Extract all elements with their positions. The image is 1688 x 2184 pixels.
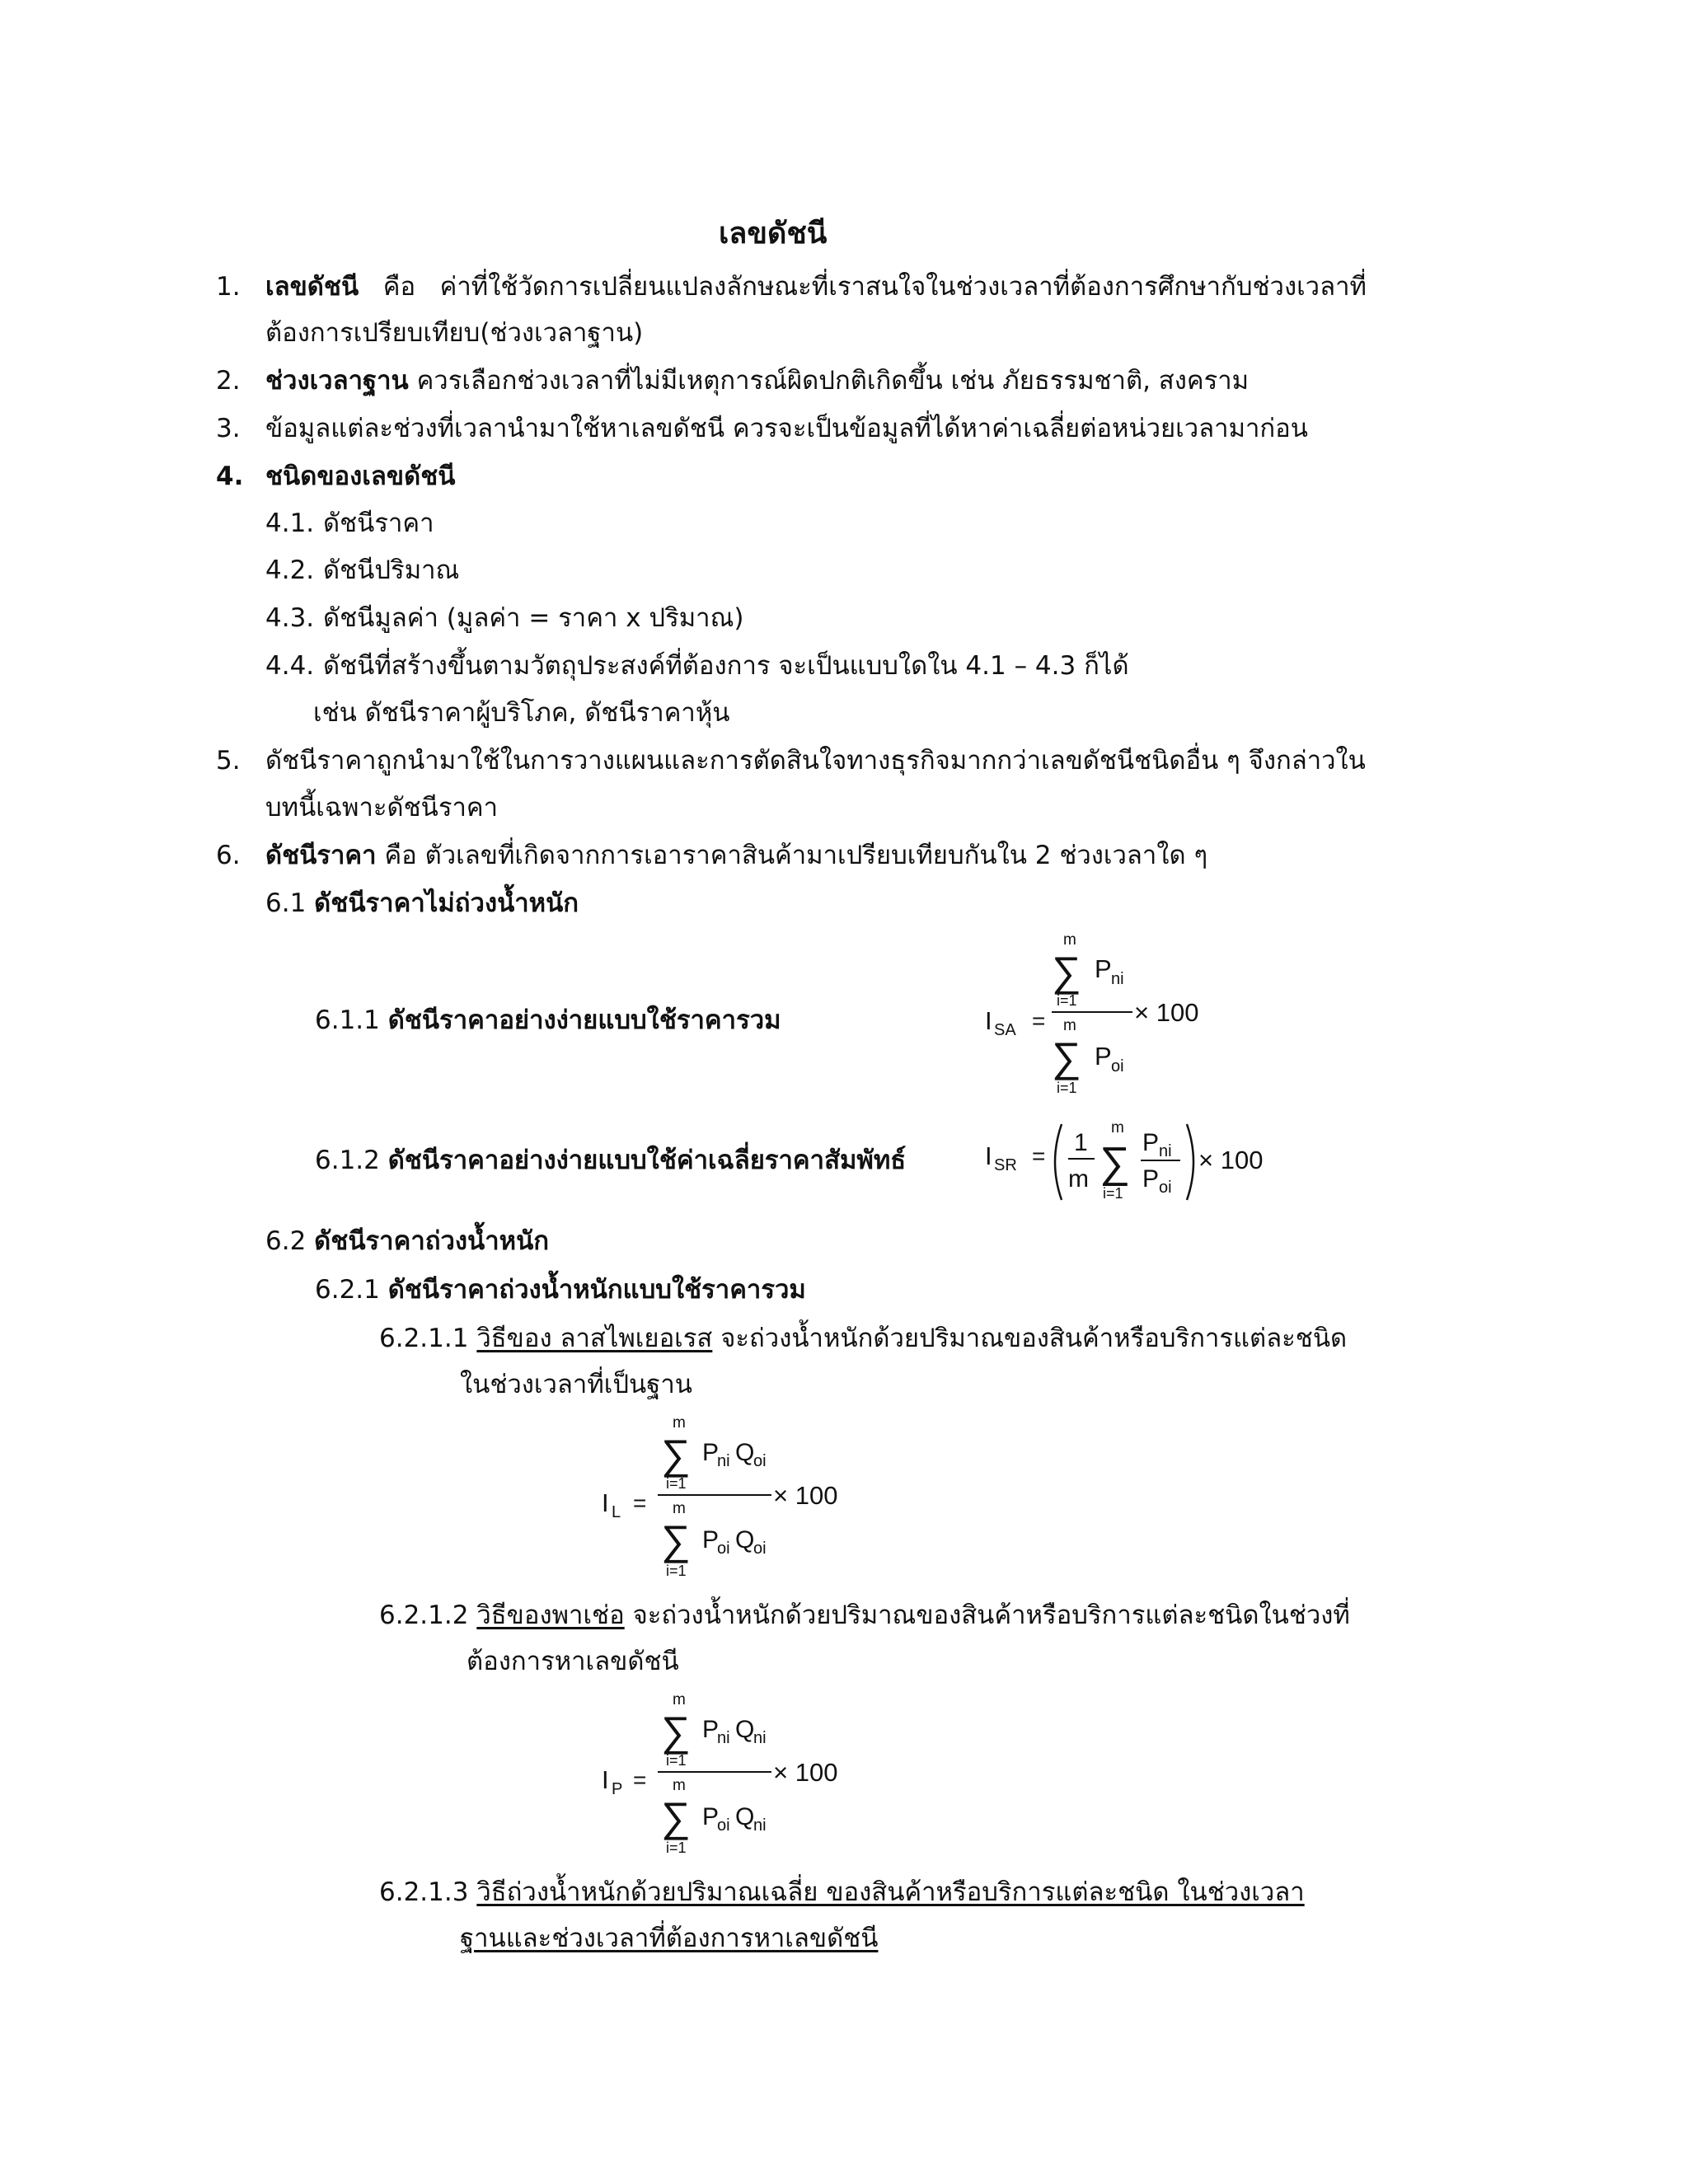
section-6-1-2-number: 6.1.2 (315, 1146, 380, 1175)
ip-num-p: P (702, 1716, 720, 1743)
section-6-1-heading (265, 887, 579, 920)
isr-num-var: P (1142, 1129, 1160, 1156)
page-title: เลขดัชนี (719, 217, 828, 251)
isr-sum-bottom: i=1 (1103, 1185, 1123, 1202)
isa-den-var: P (1095, 1042, 1112, 1071)
il-lhs: I (602, 1488, 609, 1517)
section-6-2-1-1-line2: ในช่วงเวลาที่เป็นฐาน (460, 1370, 692, 1399)
section-6-2-1-2-method: วิธีของพาเช่อ (476, 1601, 625, 1630)
formula-isa (981, 930, 1228, 1111)
il-den-q: Q (735, 1526, 755, 1554)
isa-num-sigma-icon: ∑ (1052, 949, 1081, 995)
ip-equals: = (633, 1767, 647, 1793)
item-4-2-text: ดัชนีปริมาณ (323, 555, 460, 585)
item-6-number: 6. (216, 841, 241, 870)
isr-right-paren (1187, 1124, 1193, 1200)
isa-lhs: I (985, 1006, 992, 1035)
item-1-line1 (265, 270, 1367, 303)
ip-den-p: P (702, 1803, 720, 1830)
isa-den-sigma-icon: ∑ (1052, 1034, 1081, 1080)
ip-lhs-sub: P (612, 1780, 623, 1798)
item-2-text: ควรเลือกช่วงเวลาที่ไม่มีเหตุการณ์ผิดปกติเกิดขึ้น เช่น ภัยธรรมชาติ, สงคราม (416, 366, 1250, 396)
isa-lhs-sub: SA (994, 1021, 1016, 1039)
isr-one: 1 (1074, 1129, 1088, 1156)
item-2-number: 2. (216, 366, 241, 396)
isr-m: m (1068, 1165, 1089, 1193)
section-6-1-2-heading (315, 1144, 906, 1177)
ip-num-sum-top: m (673, 1691, 686, 1708)
il-num-sigma-icon: ∑ (661, 1432, 691, 1478)
isr-sigma-icon: ∑ (1100, 1139, 1131, 1187)
item-4-4-text: ดัชนีที่สร้างขึ้นตามวัตถุประสงค์ที่ต้องการ จะเป็นแบบใดใน 4.1 – 4.3 ก็ได้ (323, 651, 1129, 681)
il-num-sum-top: m (673, 1414, 686, 1432)
isa-equals: = (1032, 1008, 1046, 1033)
item-6-line (265, 839, 1207, 872)
item-5-number: 5. (216, 746, 241, 776)
section-6-2-1-1-number: 6.2.1.1 (379, 1324, 469, 1353)
section-6-2-1-2-number: 6.2.1.2 (379, 1601, 469, 1630)
item-1-number: 1. (216, 272, 241, 302)
ip-times-100: × 100 (773, 1758, 838, 1787)
formula-isr (981, 1113, 1278, 1220)
isa-num-sum-bottom: i=1 (1057, 992, 1077, 1009)
isa-den-sum-top: m (1063, 1017, 1076, 1034)
item-4-3-number: 4.3. (265, 603, 315, 633)
isr-lhs-sub: SR (994, 1156, 1017, 1174)
il-equals: = (633, 1490, 647, 1516)
ip-den-sum-top: m (673, 1777, 686, 1794)
item-4-2-number: 4.2. (265, 555, 315, 585)
il-num-q: Q (735, 1439, 755, 1466)
il-num-sum-bottom: i=1 (666, 1475, 687, 1492)
section-6-2-heading (265, 1225, 549, 1258)
item-4-4-number: 4.4. (265, 651, 315, 681)
ip-num-q-sub: ni (753, 1729, 767, 1747)
item-4-3-text: ดัชนีมูลค่า (มูลค่า = ราคา x ปริมาณ) (323, 603, 744, 633)
isr-sum-top: m (1111, 1119, 1124, 1137)
item-5-line1: ดัชนีราคาถูกนำมาใช้ในการวางแผนและการตัดสินใจทางธุรกิจมากกว่าเลขดัชนีชนิดอื่น ๆ จึงกล่าวใน (265, 746, 1366, 776)
section-6-2-1-3-line2: ฐานและช่วงเวลาที่ต้องการหาเลขดัชนี (460, 1924, 879, 1953)
il-den-sum-top: m (673, 1500, 686, 1517)
il-num-p-sub: ni (717, 1452, 730, 1470)
item-2-line (265, 364, 1249, 397)
item-3-number: 3. (216, 414, 241, 443)
isa-num-var: P (1095, 954, 1112, 983)
ip-den-p-sub: oi (717, 1816, 730, 1835)
il-num-p: P (702, 1439, 720, 1466)
section-6-1-1-number: 6.1.1 (315, 1005, 380, 1035)
isr-equals: = (1032, 1143, 1046, 1169)
section-6-1-number: 6.1 (265, 888, 307, 918)
isr-den-var: P (1142, 1165, 1160, 1193)
ip-num-sum-bottom: i=1 (666, 1752, 687, 1769)
section-6-1-1-heading (315, 1004, 781, 1037)
isr-num-sub: ni (1159, 1142, 1172, 1160)
item-2-term: ช่วงเวลาฐาน (265, 366, 409, 396)
ip-lhs: I (602, 1765, 609, 1794)
item-3-text: ข้อมูลแต่ละช่วงที่เวลานำมาใช้หาเลขดัชนี ควรจะเป็นข้อมูลที่ได้หาค่าเฉลี่ยต่อหน่วยเวลามาก่อน (265, 414, 1308, 443)
isr-times-100: × 100 (1198, 1146, 1264, 1174)
section-6-2-1-1-line1 (379, 1322, 1347, 1355)
il-den-p: P (702, 1526, 720, 1554)
il-num-q-sub: oi (753, 1452, 767, 1470)
isa-den-sub: oi (1111, 1057, 1124, 1076)
isr-left-paren (1055, 1124, 1062, 1200)
section-6-2-1-title: ดัชนีราคาถ่วงน้ำหนักแบบใช้ราคารวม (387, 1275, 806, 1305)
ip-den-sigma-icon: ∑ (661, 1794, 691, 1840)
ip-den-sum-bottom: i=1 (666, 1840, 687, 1856)
il-den-q-sub: oi (753, 1540, 767, 1558)
ip-num-q: Q (735, 1716, 755, 1743)
section-6-2-1-2-text: จะถ่วงน้ำหนักด้วยปริมาณของสินค้าหรือบริการแต่ละชนิดในช่วงที่ (632, 1601, 1350, 1630)
ip-den-q-sub: ni (753, 1816, 767, 1835)
il-times-100: × 100 (773, 1481, 838, 1510)
section-6-2-1-3-line1 (379, 1876, 1305, 1909)
section-6-2-1-2-line2: ต้องการหาเลขดัชนี (467, 1647, 679, 1676)
section-6-2-1-3-number: 6.2.1.3 (379, 1877, 469, 1907)
item-1-sep: คือ (382, 272, 416, 302)
isa-num-sub: ni (1111, 970, 1124, 988)
item-6-text: คือ ตัวเลขที่เกิดจากการเอาราคาสินค้ามาเปรียบเทียบกันใน 2 ช่วงเวลาใด ๆ (384, 841, 1208, 870)
item-4-number: 4. (216, 462, 244, 491)
section-6-2-1-1-method: วิธีของ ลาสไพเยอเรส (476, 1324, 713, 1353)
formula-ip (593, 1688, 874, 1869)
isr-lhs: I (985, 1141, 992, 1170)
item-4-1-number: 4.1. (265, 509, 315, 538)
item-6-term: ดัชนีราคา (265, 841, 377, 870)
il-den-sigma-icon: ∑ (661, 1517, 691, 1563)
item-1-text: ค่าที่ใช้วัดการเปลี่ยนแปลงลักษณะที่เราสนใจในช่วงเวลาที่ต้องการศึกษากับช่วงเวลาที่ (439, 272, 1367, 302)
section-6-2-1-3-text: วิธีถ่วงน้ำหนักด้วยปริมาณเฉลี่ย ของสินค้าหรือบริการแต่ละชนิด ในช่วงเวลา (476, 1877, 1305, 1907)
isa-times-100: × 100 (1134, 998, 1199, 1027)
item-4-term: ชนิดของเลขดัชนี (265, 462, 456, 491)
item-1-line2: ต้องการเปรียบเทียบ(ช่วงเวลาฐาน) (265, 318, 644, 348)
il-den-p-sub: oi (717, 1540, 730, 1558)
ip-num-sigma-icon: ∑ (661, 1708, 691, 1755)
section-6-2-number: 6.2 (265, 1226, 307, 1256)
section-6-1-1-title: ดัชนีราคาอย่างง่ายแบบใช้ราคารวม (387, 1005, 781, 1035)
item-4-4-continued: เช่น ดัชนีราคาผู้บริโภค, ดัชนีราคาหุ้น (313, 698, 730, 728)
isr-den-sub: oi (1159, 1179, 1172, 1197)
ip-den-q: Q (735, 1803, 755, 1830)
item-1-term: เลขดัชนี (265, 272, 359, 302)
ip-num-p-sub: ni (717, 1729, 730, 1747)
isa-den-sum-bottom: i=1 (1057, 1080, 1077, 1096)
section-6-2-1-heading (315, 1273, 806, 1306)
section-6-1-title: ดัชนีราคาไม่ถ่วงน้ำหนัก (314, 888, 579, 918)
item-4-1-text: ดัชนีราคา (323, 509, 434, 538)
section-6-2-1-1-text: จะถ่วงน้ำหนักด้วยปริมาณของสินค้าหรือบริการแต่ละชนิด (720, 1324, 1348, 1353)
isa-num-sum-top: m (1063, 931, 1076, 949)
il-den-sum-bottom: i=1 (666, 1563, 687, 1579)
section-6-2-1-2-line1 (379, 1599, 1350, 1632)
section-6-2-title: ดัชนีราคาถ่วงน้ำหนัก (314, 1226, 550, 1256)
section-6-1-2-title: ดัชนีราคาอย่างง่ายแบบใช้ค่าเฉลี่ยราคาสัมพัทธ์ (387, 1146, 907, 1175)
section-6-2-1-number: 6.2.1 (315, 1275, 380, 1305)
item-5-line2: บทนี้เฉพาะดัชนีราคา (265, 793, 499, 823)
il-lhs-sub: L (612, 1503, 621, 1521)
formula-il (593, 1411, 874, 1592)
